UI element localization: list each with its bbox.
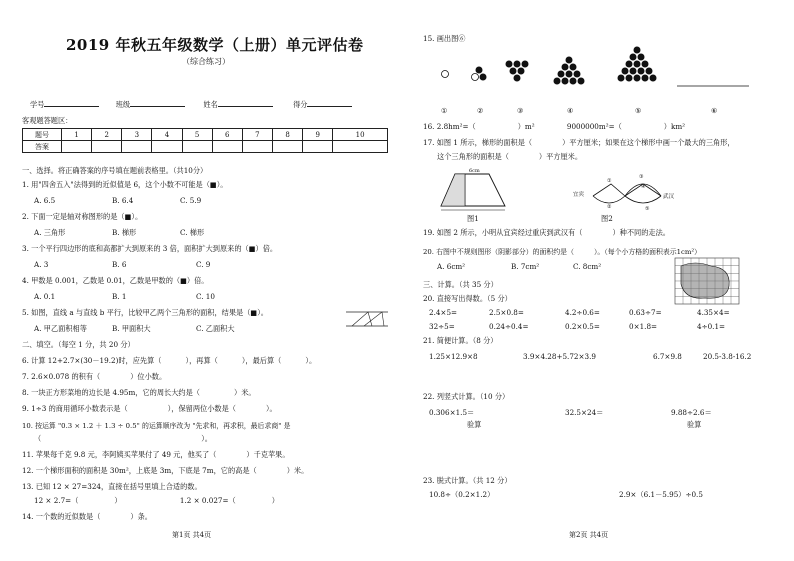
fig-label-3: ③ [517,106,524,115]
answer-table-answer-row [23,141,388,153]
answer-table [22,128,388,153]
route-mark-3: ③ [639,174,644,180]
q13-text-c: ） [114,496,122,505]
answer-cell-8[interactable] [272,141,302,153]
q20-text-a: 20. 右图中不规则图形（阴影部分）的面积约是（ [423,248,574,256]
answer-table-number-row [23,129,388,141]
direct-1-5: 4.35×4= [697,308,730,317]
question-19 [423,228,670,238]
figure-2-label: 图2 [601,214,613,223]
trapezoid-top-label: 6cm [469,168,480,174]
answer-cell-9[interactable] [303,141,333,153]
q12-text-a: 12. 一个梯形面积的面积是 30m²，上底是 3m，下底是 7m，它的高是（ [22,466,257,475]
q6-text-d: ）。 [305,356,317,365]
direct-1-2: 2.5×0.8= [489,308,524,317]
answer-number-3: 3 [122,129,152,141]
question-7 [22,372,166,382]
vertical-calc-1: 0.306×1.5＝ [429,408,475,417]
question-12 [22,466,308,476]
answer-number-4: 4 [152,129,182,141]
section-3-heading: 三、计算。（共 35 分） [423,280,498,289]
q3-option-a: A. 3 [34,260,49,269]
answer-cell-7[interactable] [242,141,272,153]
score-label: 得分 [293,100,308,109]
question-16 [423,122,685,132]
fig-label-1: ① [441,106,448,115]
q17-text-a: 17. 如图 1 所示，梯形的面积是（ [423,138,533,147]
q16-text-b: ）m² [517,122,535,131]
name-label: 姓名 [203,100,218,109]
fig1-dot [442,71,449,78]
q6-text-b: ），再算（ [185,356,218,365]
q7-text-a: 7. 2.6×0.078 的积有（ [22,372,101,381]
q17-text-c: 这个三角形的面积是（ [437,152,509,161]
route-figure [573,176,693,212]
dot-pattern-figures [437,46,757,90]
q6-text-a: 6. 计算 12+2.7×(30－19.2)时，应先算（ [22,356,162,365]
q19-text-b: ）种不同的走法。 [612,228,670,237]
question-20b: 20. 直接写出得数。（5 分） [423,294,512,303]
q5-option-c: C. 乙面积大 [196,324,235,333]
check-label-1: 验算 [467,420,482,429]
q11-text-a: 11. 苹果每千克 9.8 元，李阿姨买苹果付了 49 元，他买了（ [22,450,217,459]
simple-calc-3: 6.7×9.8 [653,352,682,361]
q8-text-b: ）米。 [234,388,256,397]
answer-number-8: 8 [272,129,302,141]
q3-option-b: B. 6 [112,260,127,269]
answer-cell-3[interactable] [122,141,152,153]
q16-text-d: ）km² [663,122,686,131]
q17-text-b: ）平方厘米；如果在这个梯形中画一个最大的三角形， [562,138,735,147]
direct-2-2: 0.24÷0.4= [489,322,529,331]
question-13-items [34,496,279,506]
q17-text-d: ）平方厘米。 [538,152,583,161]
question-20 [423,246,701,256]
route-mark-4: ④ [641,184,646,190]
question-17-cont [437,152,582,162]
class-field[interactable] [130,106,185,107]
class-label: 班级 [115,100,131,109]
answer-number-2: 2 [92,129,122,141]
question-14 [22,512,152,522]
answer-number-5: 5 [182,129,212,141]
fig-label-5: ⑤ [635,106,642,115]
q20-text-b: ）。（每个小方格的面积表示1cm²） [593,248,702,256]
name-field[interactable] [218,106,273,107]
q5-option-a: A. 甲乙面积相等 [34,324,87,333]
q2-option-b: B. 梯形 [112,228,137,237]
parallel-lines-figure [346,306,388,330]
question-11 [22,450,290,460]
q10-text-b: （ [34,434,42,443]
q2-option-c: C. 梯形 [180,228,205,237]
q13-text-b: 12 × 2.7=（ [34,496,79,505]
expression-2: 2.9×（6.1－5.95）÷0.5 [619,490,703,499]
q1-option-a: A. 6.5 [34,196,56,205]
route-mark-1: ① [607,178,612,184]
student-id-field[interactable] [44,106,99,107]
expression-1: 10.8÷（0.2×1.2） [429,490,495,499]
q16-text-a: 16. 2.8hm²=（ [423,122,476,131]
q4-option-b: B. 1 [112,292,127,301]
answer-cell-5[interactable] [182,141,212,153]
q11-text-b: ）千克苹果。 [246,450,290,459]
fig4-dots [554,57,585,85]
direct-2-5: 4÷0.1= [697,322,726,331]
answer-cell-6[interactable] [212,141,242,153]
fig-label-2: ② [477,106,484,115]
score-field[interactable] [307,106,352,107]
answer-cell-2[interactable] [92,141,122,153]
fig3-dots [506,61,529,82]
q14-text-b: ）条。 [130,512,152,521]
direct-1-1: 2.4×5= [429,308,458,317]
section-1-heading: 一、选择。将正确答案的序号填在题前表格里。（共10分） [22,166,208,175]
q1-option-c: C. 5.9 [180,196,202,205]
q5-option-b: B. 甲面积大 [112,324,151,333]
question-3: 3. 一个平行四边形的底和高都扩大到原来的 3 倍，面积扩大到原来的（■）倍。 [22,244,278,253]
question-2: 2. 下面一定是轴对称图形的是（■）。 [22,212,143,221]
q8-text-a: 8. 一块正方形菜地的边长是 4.95m，它的周长大约是（ [22,388,200,397]
fig2-dots [472,67,487,81]
direct-1-4: 0.63÷7= [629,308,662,317]
question-6 [22,356,316,366]
answer-cell-10[interactable] [333,141,388,153]
question-10: 10. 按运算 "0.3 × 1.2 ＋ 1.3 ÷ 0.5" 的运算顺序改为 "先求和，再求积，最后求商" 是 [22,422,291,430]
q19-text-a: 19. 如图 2 所示，小明从宜宾经过重庆到武汉有（ [423,228,583,237]
fig-label-4: ④ [567,106,574,115]
q14-text-a: 14. 一个数的近似数是（ [22,512,101,521]
simple-calc-1: 1.25×12.9×8 [429,352,478,361]
q10-text-c: ）。 [201,434,212,443]
answer-cell-4[interactable] [152,141,182,153]
q20-option-a: A. 6cm² [437,262,466,271]
objective-heading: 客观题答题区： [22,116,73,125]
route-start: 宜宾 [573,192,585,198]
check-label-2: 验算 [687,420,702,429]
direct-2-4: 0×1.8= [629,322,658,331]
simple-calc-2: 3.9×4.28+5.72×3.9 [523,352,596,361]
grid-figure [675,258,739,304]
page-title: 2019 年秋五年级数学（上册）单元评估卷 [66,36,364,54]
student-id-label: 学号 [30,100,45,109]
question-22: 22. 列竖式计算。（10 分） [423,392,510,401]
question-17 [423,138,735,148]
route-end: 武汉 [663,194,675,200]
section-2-heading: 二、填空。（每空 1 分，共 20 分） [22,340,135,349]
q20-option-b: B. 7cm² [511,262,540,271]
route-mark-2: ② [607,204,612,210]
direct-1-3: 4.2÷0.6= [565,308,600,317]
answer-number-1: 1 [62,129,92,141]
question-10-answer-line [34,434,212,444]
q12-text-b: ）米。 [286,466,309,475]
fig5-dots [618,47,657,82]
answer-cell-1[interactable] [62,141,92,153]
q13-text-e: ） [271,496,279,505]
question-23: 23. 脱式计算。（共 12 分） [423,476,512,485]
question-5: 5. 如图，直线 a 与直线 b 平行，比较甲乙两个三角形的面积，结果是（■）。 [22,308,268,317]
q20-option-c: C. 8cm² [573,262,602,271]
question-4: 4. 甲数是 0.001，乙数是 0.01，乙数是甲数的（■）倍。 [22,276,209,285]
q1-option-b: B. 6.4 [112,196,134,205]
fig-label-6: ⑥ [711,106,718,115]
question-1: 1. 用"四舍五入"法得到的近似值是 6，这个小数不可能是（■）。 [22,180,228,189]
vertical-calc-2: 32.5×24＝ [565,408,604,417]
answer-number-10: 10 [333,129,388,141]
question-21: 21. 简便计算。（8 分） [423,336,498,345]
answer-table-row2-label: 答案 [23,141,62,153]
q2-option-a: A. 三角形 [34,228,66,237]
q7-text-b: ）位小数。 [130,372,167,381]
question-8 [22,388,256,398]
question-9 [22,404,277,414]
right-page [397,0,794,561]
q16-text-c: 9000000m²=（ [566,122,622,131]
q4-option-c: C. 10 [196,292,215,301]
q3-option-c: C. 9 [196,260,211,269]
answer-number-7: 7 [242,129,272,141]
q6-text-c: ），最后算（ [241,356,282,365]
answer-number-9: 9 [303,129,333,141]
vertical-calc-3: 9.88÷2.6＝ [671,408,712,417]
q9-text-b: ），保留两位小数是（ [167,404,236,413]
question-15: 15. 画出图⑥ [423,34,466,43]
q4-option-a: A. 0.1 [34,292,56,301]
page-subtitle: （综合练习） [182,57,230,66]
q13-text-d: 1.2 × 0.027=（ [179,496,236,505]
figure-1-label: 图1 [467,214,479,223]
question-13: 13. 已知 12 × 27=324，直接在括号里填上合适的数。 [22,482,202,491]
q9-text-c: ）。 [265,404,277,413]
page-footer-right: 第2页 共4页 [569,531,609,539]
simple-calc-4: 20.5-3.8-16.2 [703,352,752,361]
route-mark-5: ⑤ [645,206,650,212]
q9-text-a: 9. 1÷3 的商用循环小数表示是（ [22,404,128,413]
page-footer-left: 第1页 共4页 [172,531,212,539]
direct-2-1: 32÷5= [429,322,455,331]
answer-table-row1-label: 题号 [23,129,62,141]
student-info-line [30,100,352,110]
answer-number-6: 6 [212,129,242,141]
direct-2-3: 0.2×0.5= [565,322,600,331]
